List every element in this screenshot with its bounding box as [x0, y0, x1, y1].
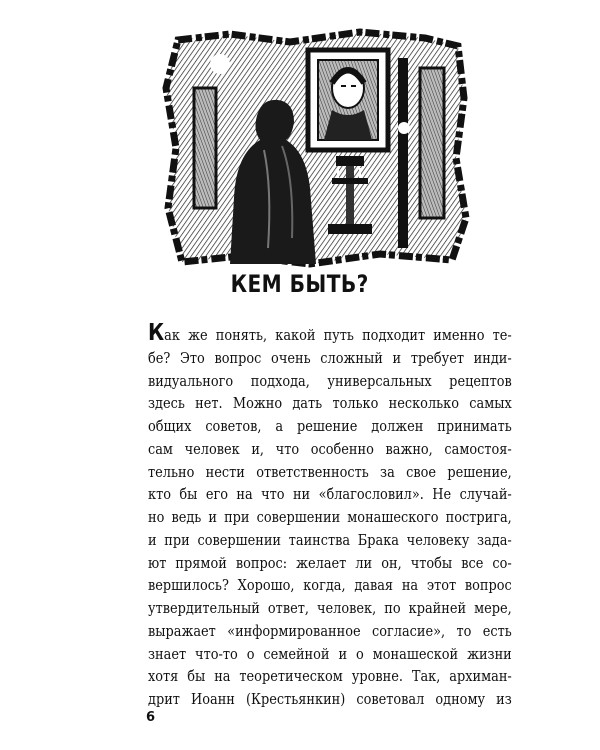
text-line: здесь нет. Можно дать только несколько самых: [148, 394, 512, 413]
text-line: и при совершении таинства Брака человеку зада-: [148, 530, 512, 549]
body-paragraph: [148, 322, 512, 711]
chapter-heading: КЕМ БЫТЬ?: [230, 270, 369, 298]
text-line: сам человек и, что особенно важно, самостоя-: [148, 439, 512, 458]
text-line: знает что-то о семейной и о монашеской жизни: [148, 644, 512, 663]
text-line: тельно нести ответственность за свое решение,: [148, 462, 512, 481]
page-number: 6: [146, 710, 156, 725]
text-line: дрит Иоанн (Крестьянкин) советовал одному из: [148, 690, 512, 708]
text-line: утвердительный ответ, человек, по крайней мере,: [148, 599, 512, 617]
text-line: но ведь и при совершении монашеского пострига,: [148, 508, 512, 526]
text-line: Как же понять, какой путь подходит именно те-: [148, 320, 512, 346]
text-line: видуального подхода, универсальных рецептов: [148, 371, 512, 390]
text-line: кто бы его на что ни «благословил». Не случай-: [148, 485, 512, 504]
monk-before-icon-illustration-icon: [160, 28, 470, 268]
text-line: бе? Это вопрос очень сложный и требует инди-: [148, 348, 512, 367]
text-line: ют прямой вопрос: желает ли он, чтобы все со-: [148, 553, 512, 572]
text-line: хотя бы на теоретическом уровне. Так, архиман-: [148, 667, 512, 686]
text-line: вершилось? Хорошо, когда, давая на этот вопрос: [148, 576, 512, 595]
initial-letter: К: [148, 320, 165, 346]
text-line: выражает «информированное согласие», то есть: [148, 621, 512, 640]
text-line: общих советов, а решение должен принимать: [148, 417, 512, 435]
